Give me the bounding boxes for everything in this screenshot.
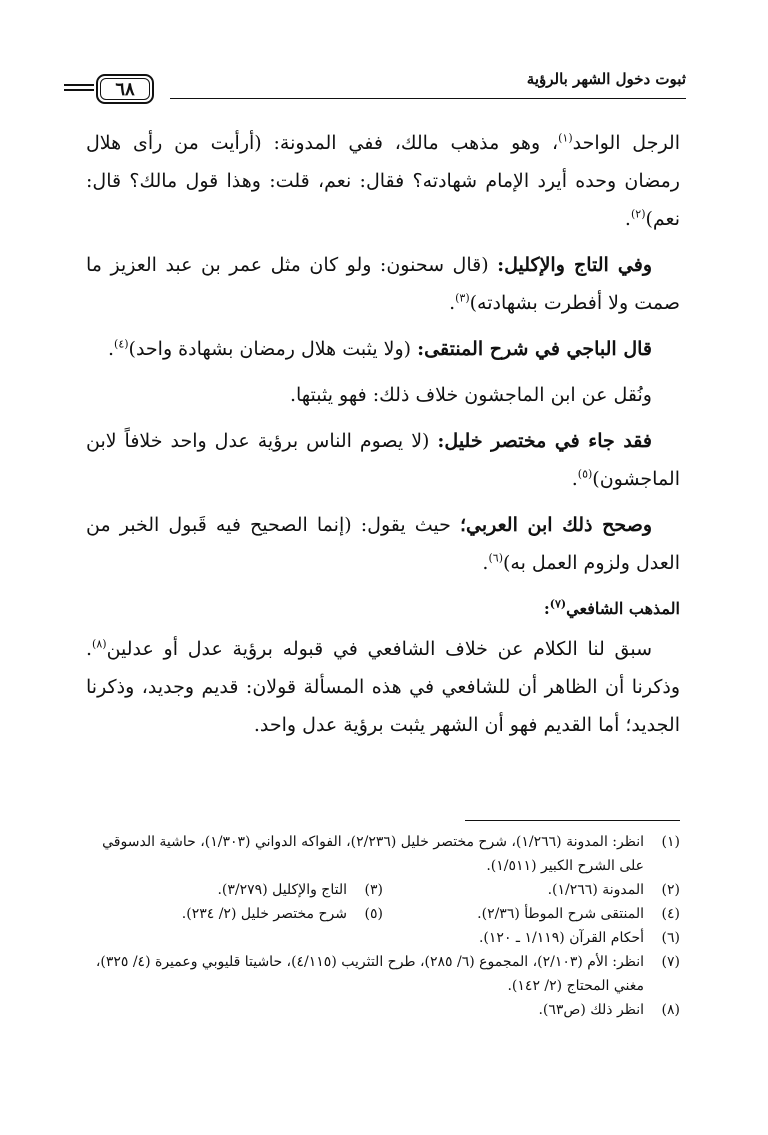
paragraph-lead: فقد جاء في مختصر خليل: bbox=[437, 430, 652, 452]
paragraph-2 bbox=[86, 246, 680, 322]
footnote bbox=[86, 902, 383, 926]
footnote bbox=[86, 878, 383, 902]
footnote-ref: (٨) bbox=[92, 637, 107, 651]
paragraph-end: . bbox=[571, 468, 578, 490]
paragraph-6 bbox=[86, 506, 680, 582]
footnote-number: (٣) bbox=[364, 882, 383, 898]
paragraph-lead: وصحح ذلك ابن العربي؛ bbox=[459, 514, 652, 536]
section-heading-text: المذهب الشافعي bbox=[566, 599, 680, 618]
paragraph-end: . bbox=[482, 552, 489, 574]
footnote-number: (١) bbox=[661, 834, 680, 850]
footnote-ref: (٥) bbox=[577, 467, 593, 481]
footnote bbox=[86, 998, 680, 1022]
footnote-text: أحكام القرآن (١/١١٩ ـ ١٢٠). bbox=[478, 930, 644, 946]
footnote-text: انظر: المدونة (١/٢٦٦)، شرح مختصر خليل (٢/٢٣٦)، الفواكه الدواني (١/٣٠٣)، حاشية الدسوقي على الشرح الكبير (١/٥١١). bbox=[102, 834, 644, 874]
footnote-ref: (٣) bbox=[455, 291, 470, 305]
header-rule bbox=[170, 98, 686, 99]
running-title: ثبوت دخول الشهر بالرؤية bbox=[526, 70, 686, 88]
footnote-number: (٦) bbox=[661, 930, 680, 946]
paragraph-text: . وذكرنا أن الظاهر أن للشافعي في هذه المسألة قولان: قديم وجديد، وذكرنا الجديد؛ أما القديم فهو أن الشهر يثبت برؤية عدل واحد. bbox=[86, 638, 680, 736]
paragraph-3 bbox=[86, 330, 680, 368]
paragraph-text: (قال سحنون: ولو كان مثل عمر بن عبد العزيز ما صمت ولا أفطرت بشهادته) bbox=[86, 254, 680, 314]
section-heading bbox=[86, 590, 680, 628]
footnote-row bbox=[86, 878, 680, 902]
page-number: ٦٨ bbox=[96, 74, 154, 104]
paragraph-text: (ولا يثبت هلال رمضان بشهادة واحد) bbox=[128, 338, 418, 360]
section-heading-colon: : bbox=[543, 599, 550, 618]
footnotes bbox=[86, 830, 680, 1022]
footnote bbox=[86, 830, 680, 878]
footnote-number: (٢) bbox=[661, 882, 680, 898]
footnote bbox=[86, 950, 680, 998]
footnote-ref: (٦) bbox=[488, 551, 503, 565]
paragraph-lead: وفي التاج والإكليل: bbox=[497, 254, 652, 276]
footnote-text: شرح مختصر خليل (٢/ ٢٣٤). bbox=[181, 906, 347, 922]
paragraph-text: سبق لنا الكلام عن خلاف الشافعي في قبوله برؤية عدل أو عدلين bbox=[106, 638, 652, 660]
running-header bbox=[78, 68, 686, 110]
paragraph-5 bbox=[86, 422, 680, 498]
footnote-separator bbox=[465, 820, 680, 821]
footnote-number: (٤) bbox=[661, 906, 680, 922]
footnote-number: (٨) bbox=[661, 1002, 680, 1018]
footnote bbox=[86, 926, 680, 950]
footnote-text: انظر ذلك (ص٦٣). bbox=[538, 1002, 644, 1018]
paragraph-1 bbox=[86, 124, 680, 238]
footnote bbox=[383, 878, 680, 902]
page-number-ornament bbox=[64, 84, 94, 91]
footnote-ref: (٧) bbox=[549, 597, 567, 611]
footnote-text: المدونة (١/٢٦٦). bbox=[547, 882, 644, 898]
paragraph-lead: قال الباجي في شرح المنتقى: bbox=[417, 338, 652, 360]
paragraph-4 bbox=[86, 376, 680, 414]
paragraph-end: . bbox=[107, 338, 115, 360]
footnote-text: انظر: الأم (٢/١٠٣)، المجموع (٦/ ٢٨٥)، طرح التثريب (٤/١١٥)، حاشيتا قليوبي وعميرة (٤/ ٣٢٥)، مغني المحتاج (٢/ ١٤٢). bbox=[95, 954, 644, 994]
paragraph-end: . bbox=[449, 292, 456, 314]
footnote-ref: (٢) bbox=[630, 207, 646, 221]
footnote-number: (٧) bbox=[661, 954, 680, 970]
paragraph-text: حيث يقول: (إنما الصحيح فيه قَبول الخبر من العدل ولزوم العمل به) bbox=[86, 514, 680, 574]
main-text bbox=[86, 124, 680, 752]
paragraph-text: ونُقل عن ابن الماجشون خلاف ذلك: فهو يثبتها. bbox=[289, 384, 652, 406]
paragraph-7 bbox=[86, 630, 680, 744]
paragraph-text: ، وهو مذهب مالك، ففي المدونة: (أرأيت من رأى هلال رمضان وحده أيرد الإمام شهادته؟ فقال: نعم، قلت: وهذا قول مالك؟ قال: نعم) bbox=[86, 132, 680, 230]
footnote-row bbox=[86, 902, 680, 926]
footnote-number: (٥) bbox=[364, 906, 383, 922]
footnote bbox=[383, 902, 680, 926]
footnote-ref: (٤) bbox=[114, 337, 129, 351]
paragraph-text: (لا يصوم الناس برؤية عدل واحد خلافاً لابن الماجشون) bbox=[86, 430, 680, 490]
footnote-text: التاج والإكليل (٣/٢٧٩). bbox=[217, 882, 347, 898]
paragraph-end: . bbox=[624, 208, 631, 230]
paragraph-text: الرجل الواحد bbox=[572, 132, 680, 154]
footnote-text: المنتقى شرح الموطأ (٢/٣٦). bbox=[477, 906, 644, 922]
footnote-ref: (١) bbox=[558, 131, 573, 145]
